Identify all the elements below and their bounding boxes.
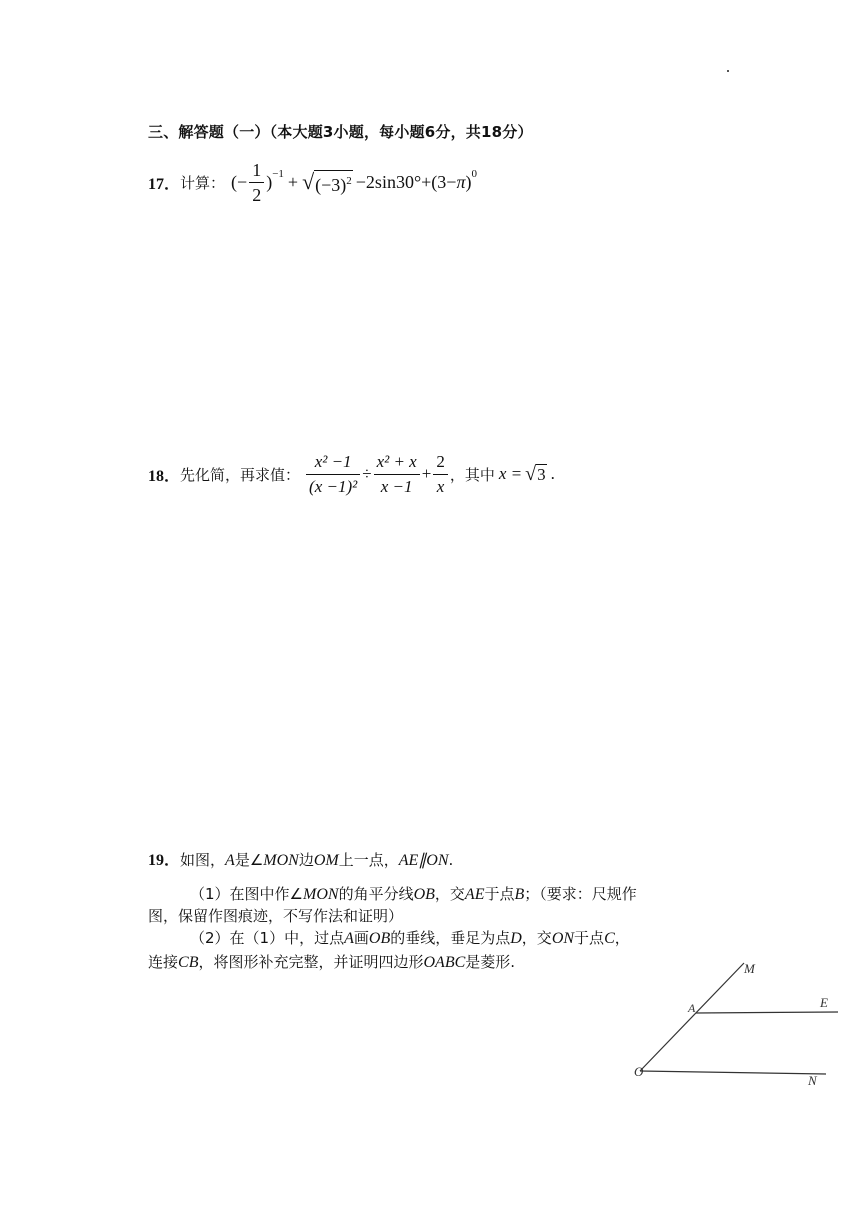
- fraction-denominator: x −1: [380, 476, 413, 496]
- exponent-zero: 0: [471, 168, 477, 180]
- expression: [304, 450, 450, 499]
- question-17: [148, 160, 477, 204]
- text: （1）在图中作∠: [190, 885, 303, 903]
- text: 画: [353, 929, 369, 947]
- text: ，将图形补充完整，并证明四边形: [198, 953, 424, 971]
- pi-symbol: π: [456, 171, 466, 192]
- sqrt-three: 3: [537, 464, 546, 484]
- shape-label: OABC: [423, 954, 466, 971]
- fraction-1: [306, 450, 360, 499]
- fraction-3: [433, 450, 448, 499]
- close-paren-2: ): [465, 171, 472, 192]
- text: 的垂线，垂足为点: [390, 929, 511, 947]
- segment-label: OB: [368, 930, 391, 947]
- close-paren: ): [266, 171, 273, 192]
- geometry-figure: [620, 955, 840, 1090]
- segment-label: ON: [551, 930, 575, 947]
- text: 于点: [574, 929, 605, 947]
- label-o: O: [634, 1064, 644, 1079]
- text: ，交: [521, 929, 552, 947]
- point-label: D: [510, 930, 522, 947]
- question-number: 17．: [148, 175, 181, 193]
- text: 上一点，: [338, 851, 399, 869]
- divide-sign: ÷: [362, 464, 372, 483]
- condition: [499, 463, 555, 486]
- label-a: A: [688, 1001, 696, 1015]
- period: .: [550, 464, 555, 483]
- text: ；（要求：尺规作: [524, 885, 637, 903]
- text: （2）在（1）中，过点: [190, 929, 345, 947]
- point-label: C: [604, 930, 615, 947]
- where-text: ，其中: [449, 465, 495, 484]
- question-18: [148, 446, 555, 502]
- question-19-intro: [148, 848, 453, 873]
- point-label: A: [225, 852, 235, 869]
- plus-sign: +: [421, 464, 432, 483]
- label-n: N: [808, 1073, 817, 1088]
- fraction-2: [374, 450, 420, 499]
- segment-label: CB: [178, 954, 199, 971]
- question-number: 19．: [148, 852, 181, 869]
- x-equals: x =: [498, 464, 523, 483]
- fraction-numerator: 1: [249, 158, 264, 183]
- question-19-part-1-line-2: 图，保留作图痕迹，不写作法和证明）: [148, 907, 404, 925]
- text: 于点: [484, 885, 515, 903]
- parallel-statement: AE∥ON: [398, 852, 449, 869]
- ray-on: [640, 1071, 826, 1074]
- angle-label: MON: [303, 886, 339, 903]
- ray-om: [640, 963, 744, 1071]
- sqrt-body: [314, 170, 353, 195]
- sqrt-symbol: √: [302, 169, 315, 194]
- fraction-denominator: x: [436, 476, 445, 496]
- text: 的角平分线: [338, 885, 414, 903]
- ray-ae: [696, 1012, 838, 1013]
- fraction-half: [249, 158, 264, 207]
- fraction-numerator: x² −1: [306, 450, 360, 475]
- text: 边: [298, 851, 314, 869]
- segment-label: OM: [313, 852, 339, 869]
- fraction-numerator: x² + x: [374, 450, 420, 475]
- fraction-numerator: 2: [433, 450, 448, 475]
- text: 是菱形.: [465, 953, 516, 971]
- text: ，: [614, 929, 630, 947]
- sqrt-content: (−3): [315, 174, 347, 195]
- question-label: 计算：: [180, 173, 226, 192]
- stray-dot: [727, 70, 729, 72]
- exponent-neg-one: −1: [272, 168, 284, 180]
- plus-sign: +: [287, 171, 299, 192]
- sqrt-exponent: 2: [346, 174, 352, 187]
- expression-rest: −2sin30°+(3−: [355, 171, 457, 192]
- sqrt-symbol: √: [525, 462, 537, 485]
- text: 连接: [148, 953, 179, 971]
- expression: [231, 158, 477, 207]
- text: .: [448, 851, 454, 869]
- angle-label: MON: [263, 852, 299, 869]
- fraction-denominator: (x −1)²: [309, 476, 358, 496]
- fraction-denominator: 2: [252, 184, 262, 205]
- text: 如图，: [180, 851, 226, 869]
- point-label: A: [344, 930, 354, 947]
- label-m: M: [744, 961, 755, 976]
- question-19-part-2-line-2: [148, 950, 515, 975]
- question-number: 18．: [148, 467, 181, 485]
- question-19-part-2: [190, 926, 630, 951]
- question-label: 先化简，再求值：: [180, 465, 301, 484]
- section-title: 三、解答题（一）（本大题3小题，每小题6分，共18分）: [148, 123, 533, 141]
- text: ，交: [434, 885, 465, 903]
- open-paren-neg: (−: [231, 171, 248, 192]
- segment-label: AE: [464, 886, 485, 903]
- segment-label: OB: [413, 886, 435, 903]
- text: 是∠: [234, 851, 264, 869]
- label-e: E: [820, 995, 828, 1010]
- point-label: B: [514, 886, 525, 903]
